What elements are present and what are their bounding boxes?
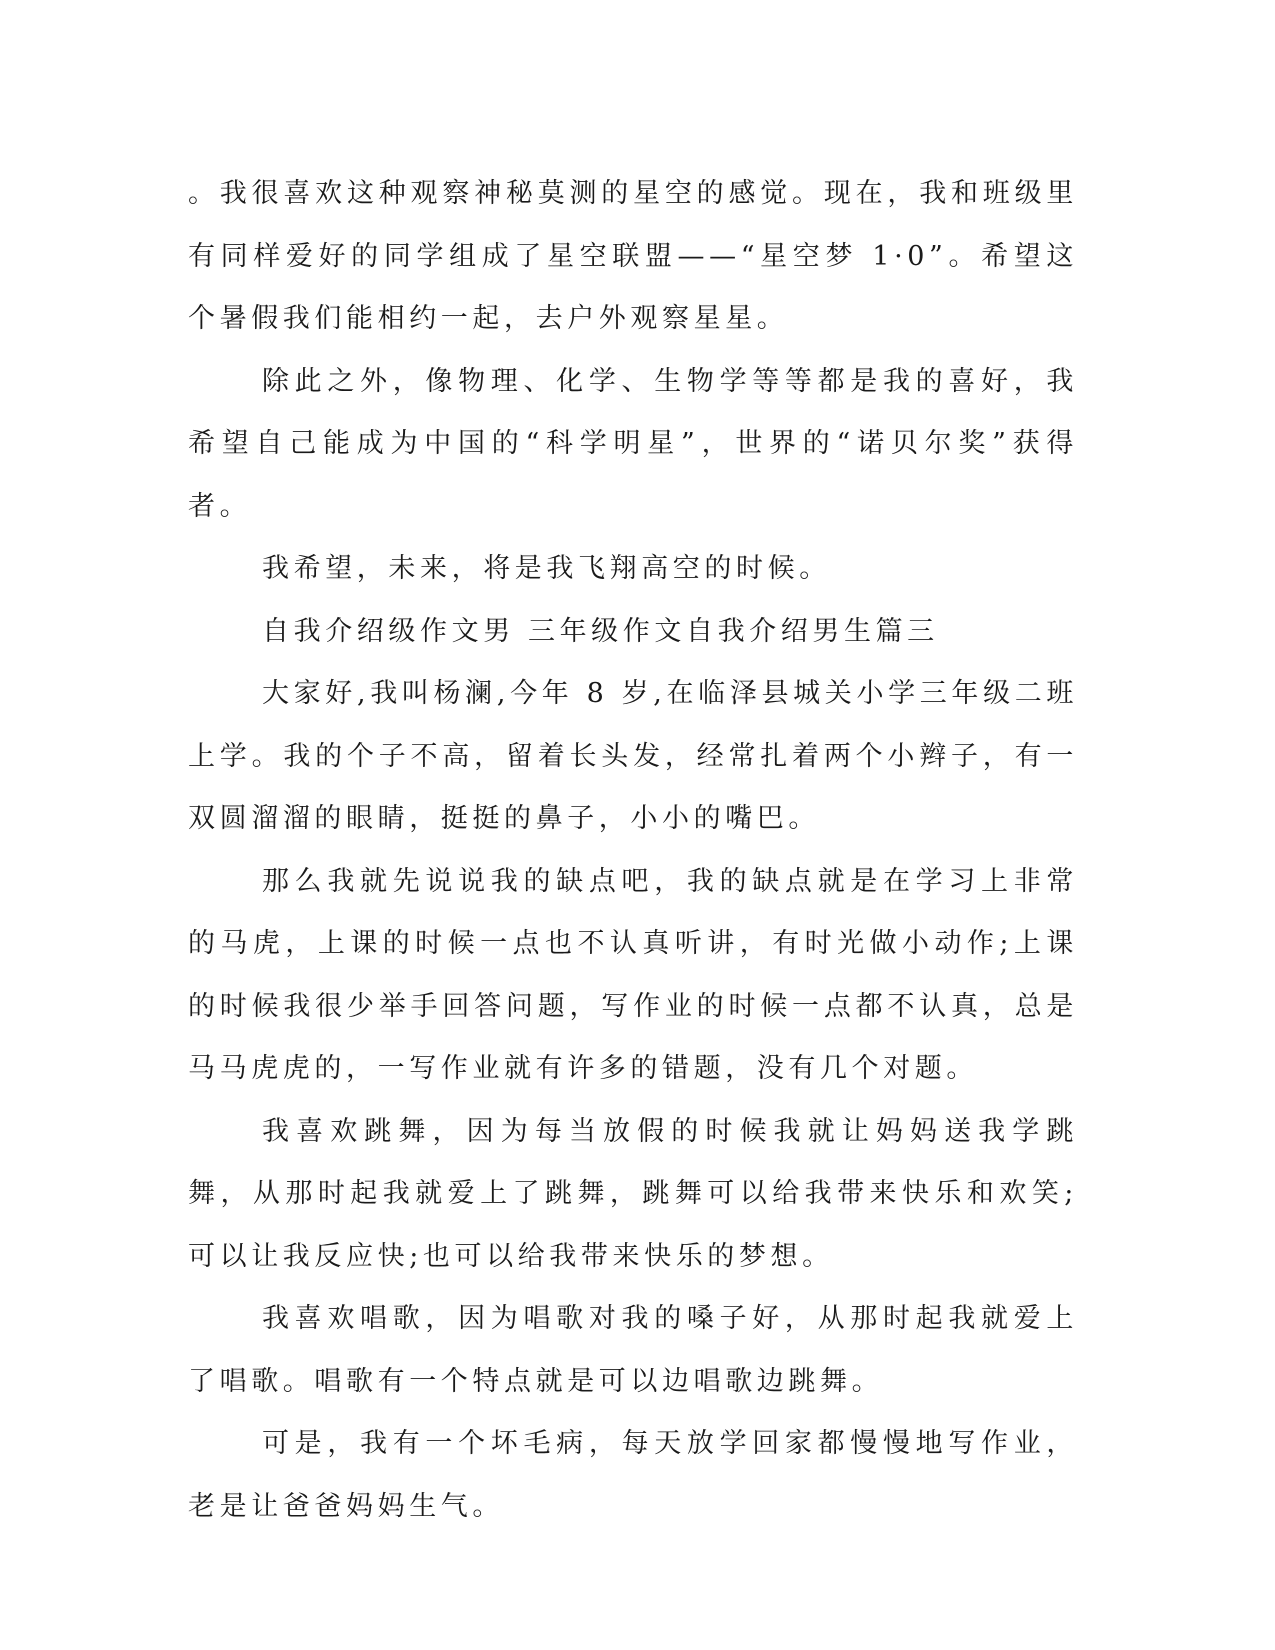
paragraph-9: 可是，我有一个坏毛病，每天放学回家都慢慢地写作业，老是让爸爸妈妈生气。 (188, 1428, 1078, 1522)
paragraph-7: 我喜欢跳舞，因为每当放假的时候我就让妈妈送我学跳舞，从那时起我就爱上了跳舞，跳舞可以给我带来快乐和欢笑;可以让我反应快;也可以给我带来快乐的梦想。 (188, 1115, 1078, 1272)
document-body (188, 163, 1078, 1538)
paragraph-1: 。我很喜欢这种观察神秘莫测的星空的感觉。现在，我和班级里有同样爱好的同学组成了星空联盟——“星空梦 1·0”。希望这个暑假我们能相约一起，去户外观察星星。 (188, 178, 1078, 334)
paragraph-5: 大家好,我叫杨澜,今年 8 岁,在临泽县城关小学三年级二班上学。我的个子不高，留着长头发，经常扎着两个小辫子，有一双圆溜溜的眼睛，挺挺的鼻子，小小的嘴巴。 (188, 678, 1078, 834)
paragraph-8: 我喜欢唱歌，因为唱歌对我的嗓子好，从那时起我就爱上了唱歌。唱歌有一个特点就是可以边唱歌边跳舞。 (188, 1303, 1078, 1397)
paragraph-2: 除此之外，像物理、化学、生物学等等都是我的喜好，我希望自己能成为中国的“科学明星”，世界的“诺贝尔奖”获得者。 (188, 365, 1078, 522)
section-heading: 自我介绍级作文男 三年级作文自我介绍男生篇三 (262, 615, 939, 647)
paragraph-6: 那么我就先说说我的缺点吧，我的缺点就是在学习上非常的马虎，上课的时候一点也不认真听讲，有时光做小动作;上课的时候我很少举手回答问题，写作业的时候一点都不认真，总是马马虎虎的，一写作业就有许多的错题，没有几个对题。 (188, 865, 1078, 1084)
paragraph-3: 我希望，未来，将是我飞翔高空的时候。 (262, 553, 831, 584)
